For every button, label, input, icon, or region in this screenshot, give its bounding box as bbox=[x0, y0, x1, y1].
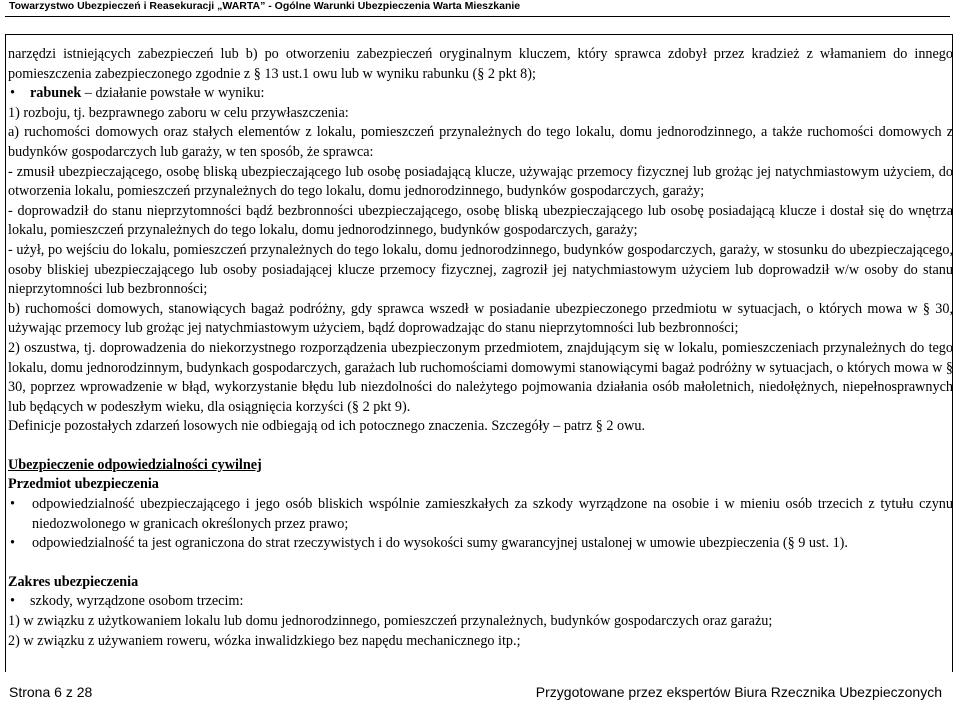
term-definition: – działanie powstałe w wyniku: bbox=[81, 85, 265, 102]
page-number: Strona 6 z 28 bbox=[9, 684, 93, 700]
spacer bbox=[8, 437, 953, 456]
document-body bbox=[8, 45, 953, 651]
paragraph: narzędzi istniejących zabezpieczeń lub b) po otworzeniu zabezpieczeń oryginalnym kluczem, który sprawca zdobył przez kradzież z włamaniem do innego pomieszczenia zabezpieczonego zgodnie z § 13 ust.1 owu lub w wyniku rabunku (§ 2 pkt 8); bbox=[8, 46, 953, 82]
frame-left-border bbox=[5, 34, 6, 672]
header-rule bbox=[5, 16, 950, 17]
frame-top-border bbox=[5, 34, 953, 35]
bullet-icon: • bbox=[10, 85, 15, 102]
bullet-icon: • bbox=[10, 535, 15, 552]
bullet-icon: • bbox=[10, 496, 15, 513]
bullet-text: odpowiedzialność ta jest ograniczona do strat rzeczywistych i do wysokości sumy gwarancyjnej ustalonej w umowie ubezpieczenia (§ 9 ust. 1). bbox=[32, 535, 848, 552]
bullet-text: odpowiedzialność ubezpieczającego i jego osób bliskich wspólnie zamieszkałych za szkody wyrządzone na osobie i w mieniu osób trzecich z tytułu czynu niedozwolonego w granicach określonych przez prawo; bbox=[32, 496, 953, 532]
subheading: Zakres ubezpieczenia bbox=[8, 573, 139, 590]
bullet-icon: • bbox=[10, 593, 15, 610]
list-item: 1) w związku z użytkowaniem lokalu lub domu jednorodzinnego, pomieszczeń przynależnych, budynków gospodarczych oraz garażu; bbox=[8, 613, 773, 630]
bullet-text: szkody, wyrządzone osobom trzecim: bbox=[30, 593, 244, 610]
spacer bbox=[8, 554, 953, 573]
section-heading: Ubezpieczenie odpowiedzialności cywilnej bbox=[8, 456, 262, 473]
paragraph: b) ruchomości domowych, stanowiących bagaż podróżny, gdy sprawca wszedł w posiadanie ubezpieczonego przedmiotu w sytuacjach, o których mowa w § 30, używając przemocy lub grożąc jej natychmiastowym użyciem, bądź doprowadzając do stanu nieprzytomności lub bezbronności; bbox=[8, 300, 953, 337]
bullet-item bbox=[8, 534, 953, 554]
bullet-item bbox=[8, 495, 953, 534]
paragraph: - zmusił ubezpieczającego, osobę bliską ubezpieczającego lub osobę posiadającą klucze, używając przemocy fizycznej lub grożąc jej natychmiastowym użyciem, do otworzenia lokalu, pomieszczeń przynależnych do tego lokalu, domu jednorodzinnego, budynków gospodarczych, garaży; bbox=[8, 163, 953, 200]
paragraph: - doprowadził do stanu nieprzytomności bądź bezbronności ubezpieczającego, osobę bliską ubezpieczającego lub osobę posiadającą klucze i dostał się do wnętrza lokalu, pomieszczeń przynależnych do tego lokalu, domu jednorodzinnego, budynków gospodarczych, garaży; bbox=[8, 202, 953, 239]
paragraph: a) ruchomości domowych oraz stałych elementów z lokalu, pomieszczeń przynależnych do tego lokalu, domu jednorodzinnego, a także ruchomości domowych z budynków gospodarczych lub garaży, w ten sposób, że sprawca: bbox=[8, 124, 953, 160]
paragraph: Definicje pozostałych zdarzeń losowych nie odbiegają od ich potocznego znaczenia. Szczegóły – patrz § 2 owu. bbox=[8, 418, 646, 435]
bullet-item bbox=[8, 592, 953, 612]
document-header: Towarzystwo Ubezpieczeń i Reasekuracji „WARTA” - Ogólne Warunki Ubezpieczenia Warta Mieszkanie bbox=[9, 0, 521, 12]
paragraph: 1) rozboju, tj. bezprawnego zaboru w celu przywłaszczenia: bbox=[8, 104, 349, 121]
paragraph: 2) oszustwa, tj. doprowadzenia do niekorzystnego rozporządzenia ubezpieczonym przedmiotem, znajdującym się w lokalu, pomieszczeniach przynależnych do tego lokalu, domu jednorodzinnym, budynkach gospodarczych, garażach lub ruchomościami domowymi stanowiącymi bagaż podróżny w sytuacjach, o których mowa w § 30, poprzez wprowadzenie w błąd, wykorzystanie błędu lub niezdolności do należytego pojmowania działania osób małoletnich, niedołężnych, niepełnosprawnych lub będących w podeszłym wieku, dla osiągnięcia korzyści (§ 2 pkt 9). bbox=[8, 339, 953, 415]
subheading: Przedmiot ubezpieczenia bbox=[8, 476, 159, 493]
paragraph: - użył, po wejściu do lokalu, pomieszczeń przynależnych do tego lokalu, domu jednorodzinnego, budynków gospodarczych, garaży, w stosunku do ubezpieczającego, osoby bliskiej ubezpieczającego lub osoby posiadającej klucze przemocy fizycznej, zagroził jej natychmiastowym użyciem lub doprowadził w/w osoby do stanu nieprzytomności lub bezbronności; bbox=[8, 241, 953, 298]
list-item: 2) w związku z używaniem roweru, wózka inwalidzkiego bez napędu mechanicznego itp.; bbox=[8, 632, 521, 649]
term: rabunek bbox=[30, 85, 82, 102]
footer-credit: Przygotowane przez ekspertów Biura Rzecznika Ubezpieczonych bbox=[535, 684, 942, 700]
bullet-item bbox=[8, 84, 953, 104]
